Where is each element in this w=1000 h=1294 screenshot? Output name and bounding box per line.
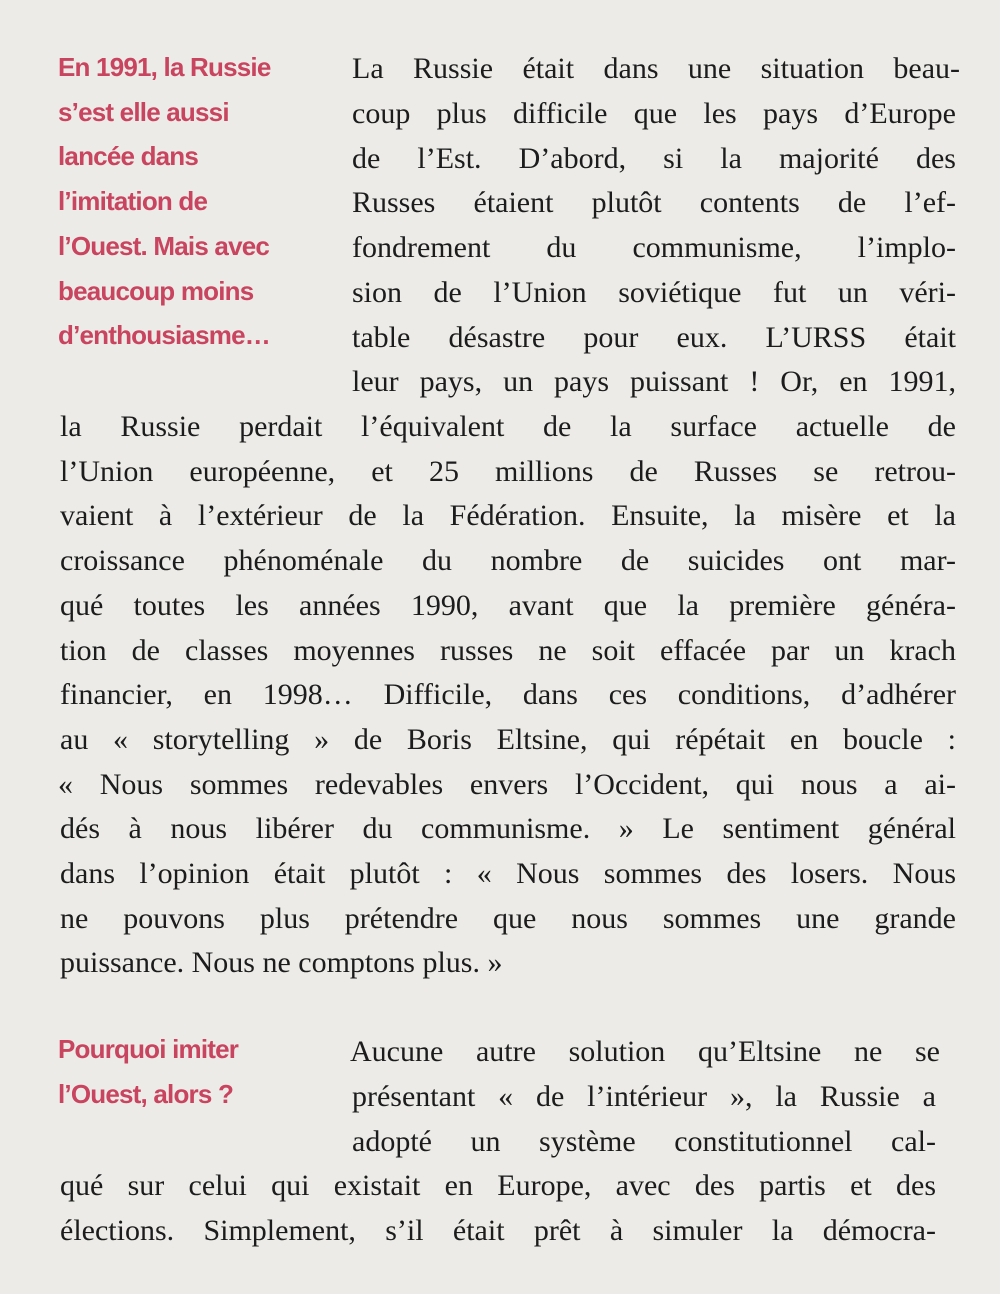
question-line: En 1991, la Russie — [58, 52, 271, 82]
answer-line: qué sur celui qui existait en Europe, avec des partis et des — [60, 1169, 936, 1202]
answer-line: leur pays, un pays puissant ! Or, en 1991, — [352, 365, 956, 398]
answer-line: l’Union européenne, et 25 millions de Russes se retrou- — [60, 455, 956, 488]
answer-line: la Russie perdait l’équivalent de la surface actuelle de — [60, 410, 956, 443]
answer-line: ne pouvons plus prétendre que nous sommes une grande — [60, 902, 956, 935]
answer-line: de l’Est. D’abord, si la majorité des — [352, 142, 956, 175]
answer-line: adopté un système constitutionnel cal- — [352, 1125, 936, 1158]
question-line: l’Ouest, alors ? — [58, 1078, 234, 1109]
answer-line: tion de classes moyennes russes ne soit effacée par un krach — [60, 634, 956, 667]
question-line: Pourquoi imiter — [58, 1034, 239, 1064]
answer-line: financier, en 1998… Difficile, dans ces conditions, d’adhérer — [60, 678, 956, 711]
question-line: l’Ouest. Mais avec — [58, 230, 270, 261]
answer-line: élections. Simplement, s’il était prêt à simuler la démocra- — [60, 1214, 936, 1247]
answer-line: présentant « de l’intérieur », la Russie a — [352, 1080, 936, 1113]
question-line: d’enthousiasme… — [58, 320, 270, 351]
answer-line: au « storytelling » de Boris Eltsine, qui répétait en boucle : — [60, 723, 956, 756]
answer-line: qué toutes les années 1990, avant que la première généra- — [60, 589, 956, 622]
answer-line: coup plus difficile que les pays d’Europe — [352, 97, 956, 130]
answer-line: Aucune autre solution qu’Eltsine ne se — [350, 1035, 940, 1068]
answer-line: croissance phénoménale du nombre de suicides ont mar- — [60, 544, 956, 577]
question-line: lancée dans — [58, 141, 199, 172]
answer-line: sion de l’Union soviétique fut un véri- — [352, 276, 956, 309]
question-line: l’imitation de — [58, 186, 208, 217]
answer-line: table désastre pour eux. L’URSS était — [352, 321, 956, 354]
interview-question-2 — [58, 1027, 238, 1116]
answer-line: « Nous sommes redevables envers l’Occident, qui nous a ai- — [58, 768, 956, 801]
answer-line: vaient à l’extérieur de la Fédération. Ensuite, la misère et la — [60, 499, 956, 532]
question-line: beaucoup moins — [58, 275, 254, 306]
answer-line: dans l’opinion était plutôt : « Nous sommes des losers. Nous — [60, 857, 956, 890]
answer-line: puissance. Nous ne comptons plus. » — [60, 946, 503, 979]
answer-line: La Russie était dans une situation beau- — [352, 52, 960, 85]
answer-line: dés à nous libérer du communisme. » Le sentiment général — [60, 812, 956, 845]
answer-line: fondrement du communisme, l’implo- — [352, 231, 956, 264]
question-line: s’est elle aussi — [58, 96, 229, 127]
interview-question-1 — [58, 45, 271, 358]
answer-line: Russes étaient plutôt contents de l’ef- — [352, 186, 956, 219]
